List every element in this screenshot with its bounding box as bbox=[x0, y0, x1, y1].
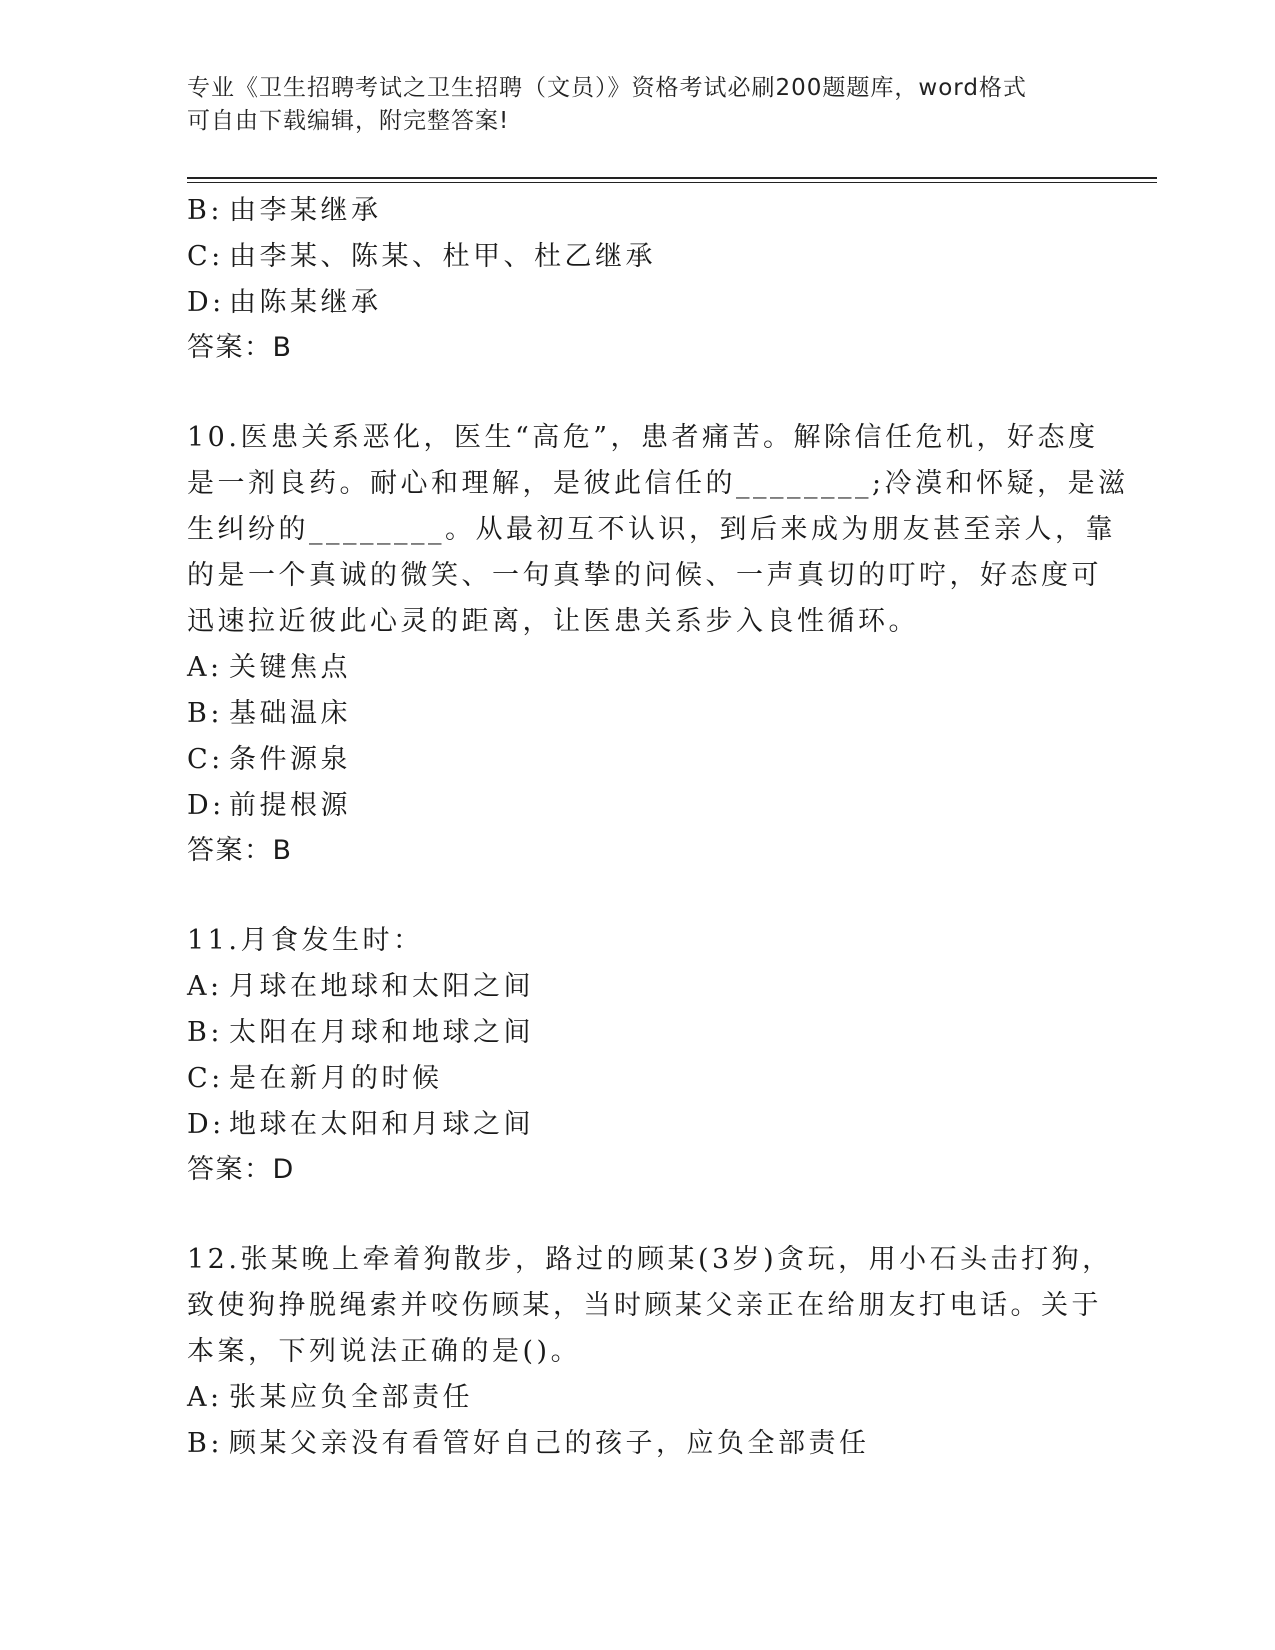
answer-label: 答案： bbox=[187, 835, 273, 866]
question-text-line: 生纠纷的________。从最初互不认识，到后来成为朋友甚至亲人，靠 bbox=[187, 514, 1116, 545]
answer-label: 答案： bbox=[187, 1154, 273, 1185]
answer-value: B bbox=[272, 332, 293, 363]
answer-value: D bbox=[272, 1154, 295, 1185]
header-line-1: 专业《卫生招聘考试之卫生招聘（文员）》资格考试必刷200题题库，word格式 bbox=[187, 75, 1027, 101]
answer-line bbox=[187, 325, 1087, 371]
option-label: B: bbox=[187, 698, 223, 729]
option-text: 由李某、陈某、杜甲、杜乙继承 bbox=[229, 241, 656, 272]
question-text bbox=[187, 1237, 1113, 1375]
question-text-line: 迅速拉近彼此心灵的距离，让医患关系步入良性循环。 bbox=[187, 606, 919, 637]
option-b bbox=[187, 188, 1087, 234]
spacer bbox=[187, 1193, 1087, 1237]
option-label: B: bbox=[187, 1428, 223, 1459]
option-label: C: bbox=[187, 744, 224, 775]
option-text: 基础温床 bbox=[229, 698, 351, 729]
option-text: 张某应负全部责任 bbox=[229, 1382, 473, 1413]
header-divider-thin bbox=[187, 182, 1157, 183]
option-label: A: bbox=[187, 1382, 223, 1413]
option-label: C: bbox=[187, 241, 224, 272]
option-d bbox=[187, 783, 1087, 829]
answer-line bbox=[187, 828, 1087, 874]
option-a bbox=[187, 645, 1087, 691]
option-a bbox=[187, 964, 1087, 1010]
option-label: D: bbox=[187, 790, 225, 821]
question-text-line: 致使狗挣脱绳索并咬伤顾某，当时顾某父亲正在给朋友打电话。关于 bbox=[187, 1290, 1102, 1321]
option-text: 条件源泉 bbox=[229, 744, 351, 775]
question-text-line: 10.医患关系恶化，医生“高危”，患者痛苦。解除信任危机，好态度 bbox=[187, 422, 1099, 453]
question-12 bbox=[187, 1237, 1113, 1467]
question-text-line: 是一剂良药。耐心和理解，是彼此信任的________;冷漠和怀疑，是滋 bbox=[187, 468, 1129, 499]
option-d bbox=[187, 1102, 1087, 1148]
question-text-line: 的是一个真诚的微笑、一句真挚的问候、一声真切的叮咛，好态度可 bbox=[187, 560, 1102, 591]
option-b bbox=[187, 1010, 1087, 1056]
option-text: 是在新月的时候 bbox=[229, 1063, 443, 1094]
question-9-options bbox=[187, 188, 1087, 371]
question-11 bbox=[187, 918, 1087, 1193]
option-label: A: bbox=[187, 971, 223, 1002]
option-c bbox=[187, 234, 1087, 280]
option-label: B: bbox=[187, 195, 223, 226]
option-label: B: bbox=[187, 1017, 223, 1048]
option-text: 地球在太阳和月球之间 bbox=[229, 1109, 534, 1140]
option-label: A: bbox=[187, 652, 223, 683]
option-text: 月球在地球和太阳之间 bbox=[229, 971, 534, 1002]
option-text: 太阳在月球和地球之间 bbox=[229, 1017, 534, 1048]
option-text: 由李某继承 bbox=[229, 195, 382, 226]
question-text-line: 11.月食发生时： bbox=[187, 925, 424, 956]
header-line-2: 可自由下载编辑，附完整答案! bbox=[187, 108, 510, 134]
question-text bbox=[187, 918, 1087, 964]
answer-line bbox=[187, 1147, 1087, 1193]
option-text: 关键焦点 bbox=[229, 652, 351, 683]
option-text: 前提根源 bbox=[229, 790, 351, 821]
option-d bbox=[187, 280, 1087, 326]
header-divider-thick bbox=[187, 177, 1157, 179]
question-content bbox=[187, 188, 1129, 1467]
option-text: 顾某父亲没有看管好自己的孩子，应负全部责任 bbox=[229, 1428, 870, 1459]
option-label: D: bbox=[187, 1109, 225, 1140]
spacer bbox=[187, 874, 1087, 918]
question-text-line: 本案，下列说法正确的是()。 bbox=[187, 1336, 582, 1367]
option-a bbox=[187, 1375, 1087, 1421]
option-text: 由陈某继承 bbox=[229, 287, 382, 318]
option-label: C: bbox=[187, 1063, 224, 1094]
option-label: D: bbox=[187, 287, 225, 318]
option-c bbox=[187, 1056, 1087, 1102]
spacer bbox=[187, 371, 1087, 415]
answer-label: 答案： bbox=[187, 332, 273, 363]
option-b bbox=[187, 1421, 1087, 1467]
option-c bbox=[187, 737, 1087, 783]
question-10 bbox=[187, 415, 1129, 874]
answer-value: B bbox=[272, 835, 293, 866]
question-text bbox=[187, 415, 1129, 645]
option-b bbox=[187, 691, 1087, 737]
question-text-line: 12.张某晚上牵着狗散步，路过的顾某(3岁)贪玩，用小石头击打狗， bbox=[187, 1244, 1113, 1275]
document-header bbox=[187, 72, 1067, 138]
